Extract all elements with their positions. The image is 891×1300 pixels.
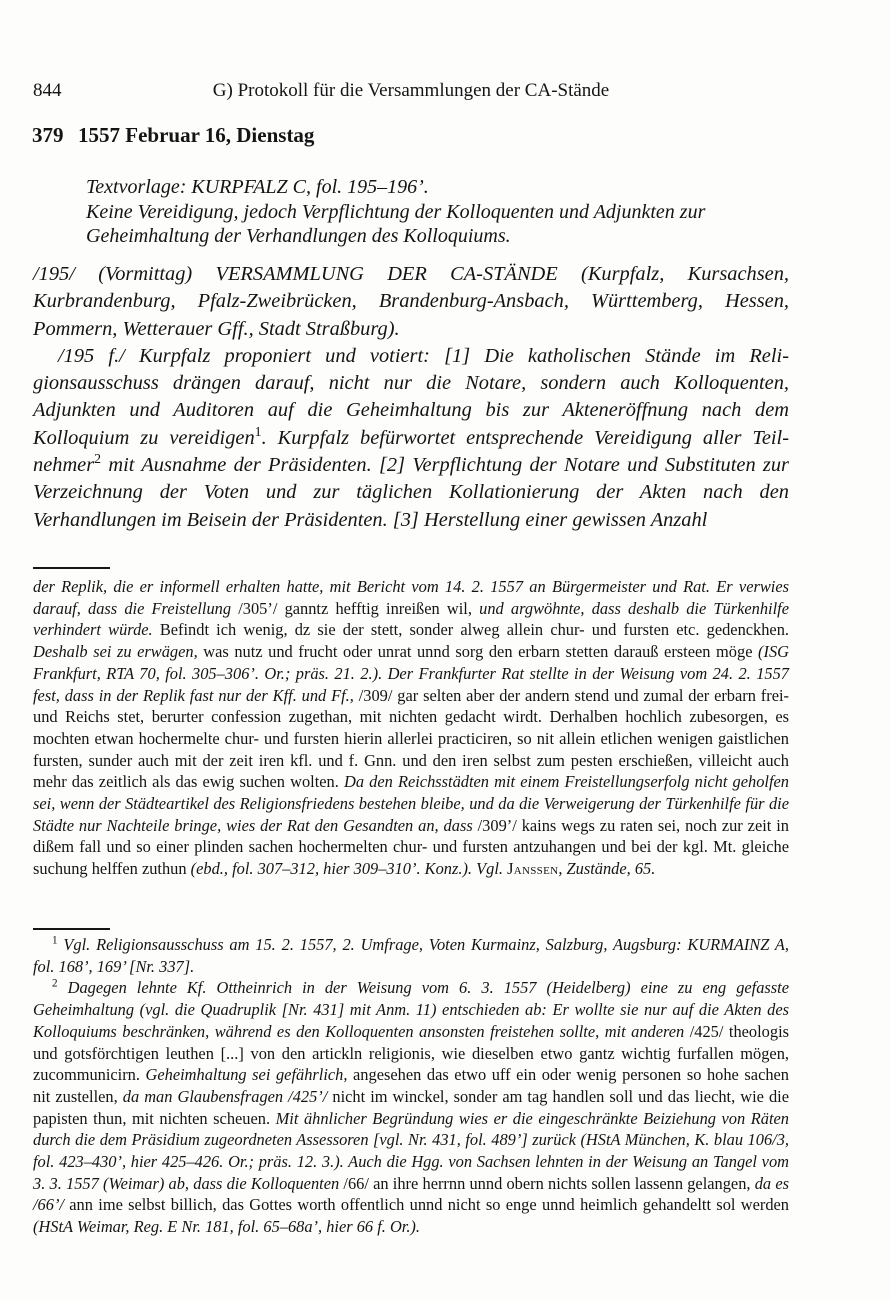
- source-note-line: Textvorlage: KURPFALZ C, fol. 195–196’.: [86, 176, 429, 198]
- source-note-line: Keine Vereidigung, jedoch Verpflichtung der Kolloquenten und Adjunkten zur Geheimhaltung der Verhandlungen des Kolloquiums.: [86, 200, 706, 247]
- apparatus-block: [33, 576, 789, 880]
- regest-paragraph: /195/ (Vormittag) VERSAMMLUNG DER CA-STÄNDE (Kurpfalz, Kursachsen, Kurbrandenburg, Pfalz-Zweibrücken, Brandenburg-Ansbach, Württemberg, Hessen, Pommern, Wetterauer Gff., Stadt Straßburg).: [33, 263, 789, 340]
- page-number: 844: [33, 80, 62, 101]
- running-header: [33, 80, 789, 102]
- footnote-2: $^2$ Dagegen lehnte Kf. Ottheinrich in der Weisung vom 6. 3. 1557 (Heidelberg) eine zu eng gefasste Geheimhaltung (vgl. die Quadruplik [Nr. 431] mit Anm. 11) entschieden ab: Er wollte sie nur auf die Akten des Kolloquiums beschränken, während es den Kolloquenten ansonsten freistehen sollte, mit anderen /425/ theologis und gotsförchtigen leuthen [...] von den artickln religionis, wie dieselben etwo gantz wichtig furfallen mögen, zucommunicirn. Geheimhaltung sei gefährlich, angesehen das etwo uff ein oder wenig personen so hohe sachen nit zustellen, da man Glaubensfragen /425’/ nicht im winckel, sonder am tag handlen soll und das liecht, wie die papisten thun, mit nichten scheuen. Mit ähnlicher Begründung wies er die eingeschränkte Beiziehung von Räten durch die dem Präsidium zugeordneten Assessoren [vgl. Nr. 431, fol. 489’] zurück (HStA München, K. blau 106/3, fol. 423–430’, hier 425–426. Or.; präs. 12. 3.). Auch die Hgg. von Sachsen lehnten in der Weisung an Tangel vom 3. 3. 1557 (Weimar) ab, dass die Kolloquenten /66/ an ihre herrnn unnd obern nichts sollen lassenn gelangen, da es /66’/ ann ime selbst billich, das Gottes worth offentlich unnd nicht so enge unnd heimlich gehandeltt sol werden (HStA Weimar, Reg. E Nr. 181, fol. 65–68a’, hier 66 f. Or.).: [33, 977, 790, 1237]
- footnote-1: $^1$ Vgl. Religionsausschuss am 15. 2. 1557, 2. Umfrage, Voten Kurmainz, Salzburg, Augsburg: KURMAINZ A, fol. 168’, 169’ [Nr. 337].: [33, 934, 789, 976]
- apparatus-text: der Replik, die er informell erhalten hatte, mit Bericht vom 14. 2. 1557 an Bürgermeister und Rat. Er verwies darauf, dass die Freistellung /305’/ ganntz hefftig inreißen wil, und argwöhnte, dass deshalb die Türkenhilfe verhindert würde. Befindt ich wenig, dz sie der stett, sonder alweg allein chur- und fursten etc. gedenckhen. Deshalb sei zu erwägen, was nutz und frucht oder unrat unnd sorg den erbarn stetten darauß ersteen möge (ISG Frankfurt, RTA 70, fol. 305–306’. Or.; präs. 21. 2.). Der Frankfurter Rat stellte in der Weisung vom 24. 2. 1557 fest, dass in der Replik fast nur der Kff. und Ff., /309/ gar selten aber der andern stend und zumal der erbarn frei- und Reichs stet, berurter confession zugethan, mit nichten gedacht wirdt. Derhalben hochlich zubesorgen, es mochten etwan hochermelte chur- und fursten hierin allerlei practiciren, so nit allein etlichen wenigen gaistlichen fursten, sunder auch mit der zeit iren kfl. und f. Gnn. und den iren selbst zum pesten erschießen, villeicht auch mehr das zeitlich als das ewig suchen wolten. Da den Reichsstädten mit einem Freistellungserfolg nicht geholfen sei, wenn der Städteartikel des Religionsfriedens bestehen bleibe, und da die Verweigerung der Türkenhilfe für die Städte nur Nachteile bringe, wies der Rat den Gesandten an, dass /309’/ kains wegs zu raten sei, noch zur zeit in dißem fall und so einer plinden sachen hochermelten chur- und fursten antzuhangen und bei der kgl. Mt. gleiche suchung helffen zuthun (ebd., fol. 307–312, hier 309–310’. Konz.). Vgl. Janssen, Zustände, 65.: [33, 577, 789, 879]
- source-note: [86, 175, 790, 249]
- apparatus-separator-rule: [33, 567, 110, 569]
- entry-title: 1557 Februar 16, Dienstag: [78, 123, 315, 147]
- regest-body: [33, 261, 789, 534]
- regest-paragraph: /195 f./ Kurpfalz proponiert und votiert: [1] Die katholischen Stände im Religionsausschuss drängen darauf, nicht nur die Notare, sondern auch Kolloquenten, Adjunkten und Auditoren auf die Geheimhaltung bis zur Akteneröffnung nach dem Kolloquium zu vereidigen$^1$. Kurpfalz befürwortet entsprechende Vereidigung aller Teilnehmer$^2$ mit Ausnahme der Präsidenten. [2] Verpflichtung der Notare und Substituten zur Verzeichnung der Voten und zur täglichen Kollationierung der Akten nach den Verhandlungen im Beisein der Präsidenten. [3] Herstellung einer gewissen Anzahl: [33, 344, 790, 531]
- footnote-separator-rule: [33, 928, 110, 930]
- running-title: G) Protokoll für die Versammlungen der CA-Stände: [212, 80, 610, 101]
- entry-number: 379: [32, 123, 64, 147]
- footnotes-block: [33, 934, 789, 1238]
- entry-heading: [32, 123, 788, 148]
